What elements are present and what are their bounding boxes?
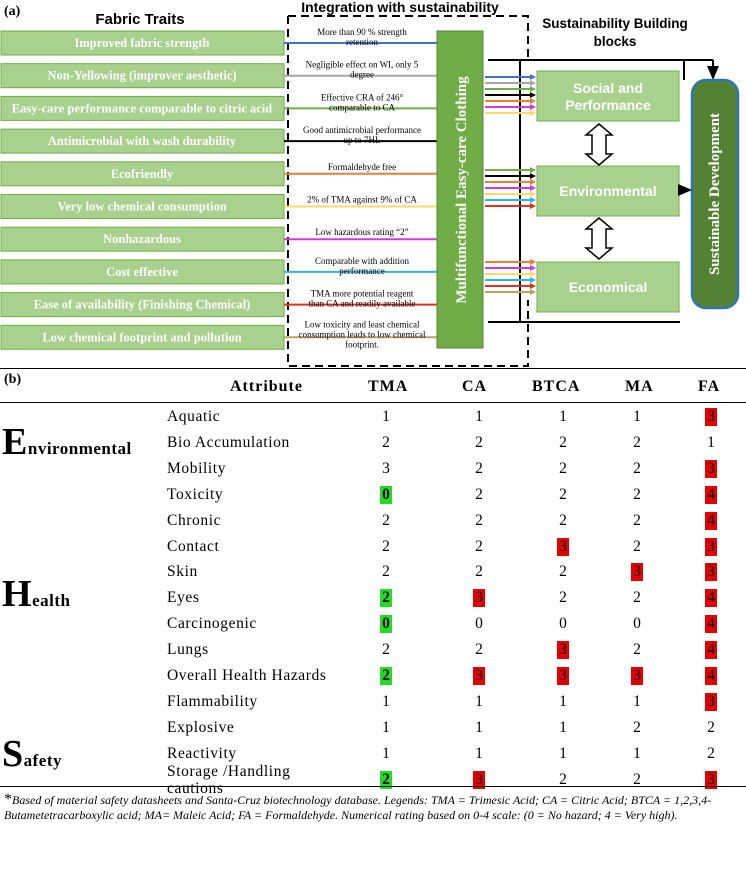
table-row [0, 715, 746, 741]
value-cell [464, 637, 494, 663]
value-text: 3 [707, 537, 715, 555]
value-cell [464, 689, 494, 715]
value-text: 4 [707, 641, 715, 659]
building-block-label: Economical [568, 279, 648, 295]
double-arrow-icon [586, 218, 612, 259]
header-fa: FA [698, 378, 721, 395]
attribute-cell: Eyes [167, 589, 200, 607]
arrow-head-icon [530, 92, 536, 98]
value-text: 2 [475, 537, 483, 555]
value-text: 1 [382, 718, 390, 736]
value-text: 3 [475, 770, 483, 788]
value-text: 1 [559, 718, 567, 736]
value-cell [696, 585, 726, 611]
value-text: 3 [707, 692, 715, 710]
value-cell [464, 611, 494, 637]
value-cell [464, 767, 494, 793]
value-text: 1 [559, 408, 567, 425]
value-cell [696, 611, 726, 637]
trait-label: Ease of availability (Finishing Chemical) [33, 297, 251, 312]
value-text: 1 [475, 692, 483, 710]
value-text: 4 [707, 485, 715, 503]
value-cell [464, 430, 494, 456]
arrow-head-icon [530, 265, 536, 271]
value-text: 2 [559, 511, 567, 529]
arrow-head-icon [530, 191, 536, 197]
value-text: 2 [633, 459, 641, 477]
value-cell [696, 715, 726, 741]
header-tma: TMA [368, 378, 409, 395]
header-ca: CA [462, 378, 488, 395]
trait-label: Cost effective [106, 264, 178, 279]
value-text: 3 [707, 459, 715, 477]
value-text: 2 [633, 641, 641, 659]
value-text: 2 [633, 433, 641, 451]
table-row [0, 741, 746, 767]
value-cell [548, 404, 578, 430]
value-text: 2 [475, 433, 483, 451]
trait-note: than CA and readily available [308, 298, 416, 309]
value-text: 2 [475, 641, 483, 659]
value-cell [696, 767, 726, 793]
value-text: 3 [707, 563, 715, 581]
blocks-title-line2: blocks [593, 34, 637, 49]
value-text: 1 [559, 744, 567, 762]
value-cell [371, 508, 401, 534]
value-cell [622, 767, 652, 793]
attribute-cell: Aquatic [167, 408, 221, 425]
building-block-label: Environmental [559, 183, 657, 199]
trait-note: consumption leads to low chemical [298, 329, 426, 340]
attribute-cell: Lungs [167, 641, 209, 659]
integration-title: Integration with sustainability [301, 0, 499, 15]
value-cell [622, 637, 652, 663]
arrow-head-icon [530, 259, 536, 265]
value-text: 3 [633, 563, 641, 581]
table-row [0, 663, 746, 689]
building-block-label: Performance [565, 97, 651, 113]
trait-label: Ecofriendly [110, 166, 174, 181]
value-text: 2 [633, 718, 641, 736]
attribute-cell: Overall Health Hazards [167, 667, 327, 684]
hazard-table [0, 368, 746, 797]
trait-note: up to 7HL [343, 135, 381, 146]
value-cell [464, 741, 494, 767]
value-cell [696, 456, 726, 482]
trait-note: Low toxicity and least chemical [304, 319, 420, 330]
arrow-head-icon [530, 203, 536, 209]
arrow-head-icon [530, 74, 536, 80]
arrow-head-icon [530, 179, 536, 185]
trait-label: Nonhazardous [103, 232, 181, 247]
table-top-rule [0, 368, 746, 369]
value-cell [622, 508, 652, 534]
value-text: 2 [382, 770, 390, 788]
value-text: 2 [382, 563, 390, 581]
value-cell [464, 456, 494, 482]
table-row [0, 585, 746, 611]
value-text: 3 [382, 459, 390, 477]
value-cell [548, 741, 578, 767]
value-cell [622, 585, 652, 611]
value-text: 2 [382, 641, 390, 659]
building-block-label: Social and [572, 80, 644, 96]
value-text: 2 [633, 537, 641, 555]
value-cell [622, 482, 652, 508]
value-text: 4 [707, 511, 715, 529]
clothing-label: Multifunctional Easy-care Clothing [454, 76, 470, 304]
arrow-head-icon [530, 173, 536, 179]
value-text: 3 [707, 408, 715, 425]
header-ma: MA [625, 378, 654, 395]
footnote [4, 792, 742, 823]
value-text: 1 [559, 692, 567, 710]
value-cell [548, 534, 578, 560]
value-text: 2 [382, 667, 390, 684]
integration-frame [288, 16, 528, 58]
table-row [0, 559, 746, 585]
table-row [0, 689, 746, 715]
trait-note: 2% of TMA against 9% of CA [307, 194, 417, 205]
attribute-cell: Explosive [167, 718, 235, 736]
arrow-head-icon [530, 98, 536, 104]
value-cell [371, 559, 401, 585]
value-text: 4 [707, 615, 715, 633]
attribute-cell: Chronic [167, 511, 222, 529]
value-cell [371, 611, 401, 637]
value-cell [622, 663, 652, 689]
value-cell [622, 741, 652, 767]
value-text: 0 [559, 615, 567, 633]
trait-note: comparable to CA [329, 102, 395, 113]
trait-note: Comparable with addition [315, 255, 409, 266]
value-cell [548, 767, 578, 793]
value-text: 2 [559, 563, 567, 581]
value-text: 2 [475, 511, 483, 529]
value-text: 0 [382, 615, 390, 633]
value-cell [548, 559, 578, 585]
attribute-cell: Bio Accumulation [167, 433, 290, 451]
value-cell [696, 559, 726, 585]
value-text: 0 [475, 615, 483, 633]
value-text: 2 [559, 433, 567, 451]
trait-label: Improved fabric strength [74, 36, 210, 50]
building-block [537, 71, 679, 121]
value-cell [622, 611, 652, 637]
value-cell [371, 715, 401, 741]
value-text: 2 [382, 589, 390, 607]
value-text: 2 [559, 770, 567, 788]
table-bottom-rule [0, 786, 746, 787]
table-row [0, 534, 746, 560]
arrow-head-icon [530, 80, 536, 86]
attribute-cell: Reactivity [167, 744, 237, 762]
table-row [0, 482, 746, 508]
value-cell [696, 637, 726, 663]
value-text: 2 [559, 485, 567, 503]
arrow-head-icon [530, 185, 536, 191]
value-text: 3 [475, 667, 483, 684]
panel-b-label: (b) [4, 372, 22, 387]
value-text: 2 [707, 718, 715, 736]
value-cell [464, 508, 494, 534]
panel-a-label: (a) [4, 4, 21, 19]
trait-label: Easy-care performance comparable to citric acid [11, 101, 273, 116]
value-text: 1 [475, 408, 483, 425]
value-cell [371, 741, 401, 767]
value-text: 2 [475, 485, 483, 503]
attribute-cell: Carcinogenic [167, 615, 257, 633]
value-cell [464, 715, 494, 741]
value-cell [371, 430, 401, 456]
value-text: 0 [382, 485, 390, 503]
value-cell [622, 534, 652, 560]
attribute-cell: Contact [167, 537, 220, 555]
table-row [0, 404, 746, 430]
building-blocks [485, 71, 679, 312]
footnote-star: * [4, 791, 12, 808]
value-cell [696, 508, 726, 534]
value-cell [371, 534, 401, 560]
value-text: 1 [382, 408, 390, 425]
attribute-cell: Toxicity [167, 485, 224, 503]
table-row [0, 637, 746, 663]
value-text: 3 [707, 770, 715, 788]
arrow-head-icon [530, 277, 536, 283]
arrow-head-icon [530, 86, 536, 92]
value-text: 2 [633, 770, 641, 788]
trait-note: retention [346, 37, 378, 47]
value-cell [371, 482, 401, 508]
table-row [0, 508, 746, 534]
value-cell [371, 663, 401, 689]
value-cell [548, 585, 578, 611]
attribute-cell: Skin [167, 563, 198, 581]
value-cell [371, 689, 401, 715]
value-cell [622, 715, 652, 741]
value-text: 0 [633, 615, 641, 633]
value-cell [371, 456, 401, 482]
value-cell [696, 741, 726, 767]
value-text: 3 [559, 537, 567, 555]
trait-note: Negligible effect on WI, only 5 [305, 59, 419, 70]
table-row [0, 456, 746, 482]
value-text: 3 [559, 667, 567, 684]
value-text: 3 [559, 641, 567, 659]
value-text: 3 [633, 667, 641, 684]
value-cell [622, 456, 652, 482]
value-cell [696, 534, 726, 560]
table-row [0, 611, 746, 637]
value-text: 1 [475, 718, 483, 736]
value-cell [622, 430, 652, 456]
value-text: 2 [382, 433, 390, 451]
trait-note: TMA more potential reagent [310, 288, 414, 299]
value-cell [464, 559, 494, 585]
value-cell [464, 404, 494, 430]
value-text: 2 [633, 485, 641, 503]
arrow-head-icon [530, 104, 536, 110]
value-cell [696, 482, 726, 508]
arrow-head-icon [530, 283, 536, 289]
value-cell [696, 404, 726, 430]
value-cell [696, 430, 726, 456]
value-text: 1 [382, 744, 390, 762]
trait-note: degree [350, 69, 374, 80]
value-cell [371, 585, 401, 611]
value-text: 4 [707, 667, 715, 684]
trait-label: Non-Yellowing (improver aesthetic) [47, 68, 237, 83]
value-text: 2 [559, 589, 567, 607]
value-text: 1 [633, 744, 641, 762]
value-text: 2 [475, 563, 483, 581]
value-cell [371, 404, 401, 430]
value-cell [464, 482, 494, 508]
value-cell [464, 534, 494, 560]
category-health: Health [2, 573, 71, 615]
sustainable-development-label: Sustainable Development [707, 112, 723, 276]
value-text: 2 [633, 511, 641, 529]
value-text: 3 [475, 589, 483, 607]
attribute-cell: Flammability [167, 692, 258, 710]
value-cell [464, 663, 494, 689]
arrow-head-icon [530, 167, 536, 173]
value-text: 2 [475, 459, 483, 477]
arrow-head-icon [530, 197, 536, 203]
header-rule [0, 402, 746, 403]
value-cell [548, 508, 578, 534]
value-cell [548, 637, 578, 663]
double-arrow-icon [586, 124, 612, 165]
sustainability-diagram [0, 0, 746, 368]
value-cell [548, 611, 578, 637]
trait-note: performance [339, 265, 385, 276]
trait-label: Low chemical footprint and pollution [42, 330, 242, 345]
value-text: 2 [633, 589, 641, 607]
table-row [0, 762, 746, 797]
value-text: 2 [559, 459, 567, 477]
value-text: 4 [707, 589, 715, 607]
trait-notes [284, 27, 437, 349]
arrow-head-icon [530, 110, 536, 116]
fabric-traits-title: Fabric Traits [95, 11, 185, 28]
value-cell [696, 663, 726, 689]
arrow-head-icon [530, 271, 536, 277]
value-text: 2 [707, 744, 715, 762]
value-text: 2 [382, 537, 390, 555]
category-environmental: Environmental [2, 421, 132, 463]
value-text: 1 [475, 744, 483, 762]
value-cell [548, 482, 578, 508]
arrow-head-icon [530, 289, 536, 295]
value-cell [548, 689, 578, 715]
value-cell [622, 404, 652, 430]
table-row [0, 430, 746, 456]
trait-note: Effective CRA of 246° [320, 92, 404, 103]
trait-note: Low hazardous rating “2” [315, 227, 409, 238]
header-btca: BTCA [532, 378, 581, 395]
value-cell [464, 585, 494, 611]
attribute-cell: Mobility [167, 459, 227, 477]
value-cell [548, 430, 578, 456]
trait-label: Antimicrobial with wash durability [47, 134, 237, 149]
trait-label: Very low chemical consumption [57, 199, 227, 214]
value-text: 1 [382, 692, 390, 710]
header-attribute: Attribute [230, 378, 303, 395]
category-safety: Safety [2, 733, 63, 775]
blocks-title-line1: Sustainability Building [542, 16, 688, 31]
value-cell [622, 559, 652, 585]
trait-note: Good antimicrobial performance [303, 125, 421, 136]
value-cell [371, 637, 401, 663]
value-text: 1 [633, 692, 641, 710]
value-cell [548, 663, 578, 689]
value-text: 2 [382, 511, 390, 529]
value-cell [548, 715, 578, 741]
value-text: 1 [633, 408, 641, 425]
trait-note: Formaldehyde free [327, 161, 397, 172]
value-cell [696, 689, 726, 715]
trait-note: footprint. [345, 339, 379, 350]
trait-note: More than 90 % strength [317, 27, 407, 37]
value-text: 1 [707, 433, 715, 451]
footnote-text: Based of material safety datasheets and Santa-Cruz biotechnology database. Legends: TMA = Trimesic Acid; CA = Citric Acid; BTCA = 1,2,3,4-Butametetracarboxylic acid; MA= Maleic Acid; FA = Formaldehyde. Numerical rating based on 0-4 scale: (0 = No hazard; 4 = Very high). [4, 793, 712, 822]
value-cell [371, 767, 401, 793]
value-cell [622, 689, 652, 715]
fabric-traits [1, 31, 284, 349]
attribute-cell: Storage /Handling cautions [167, 762, 291, 797]
value-cell [548, 456, 578, 482]
